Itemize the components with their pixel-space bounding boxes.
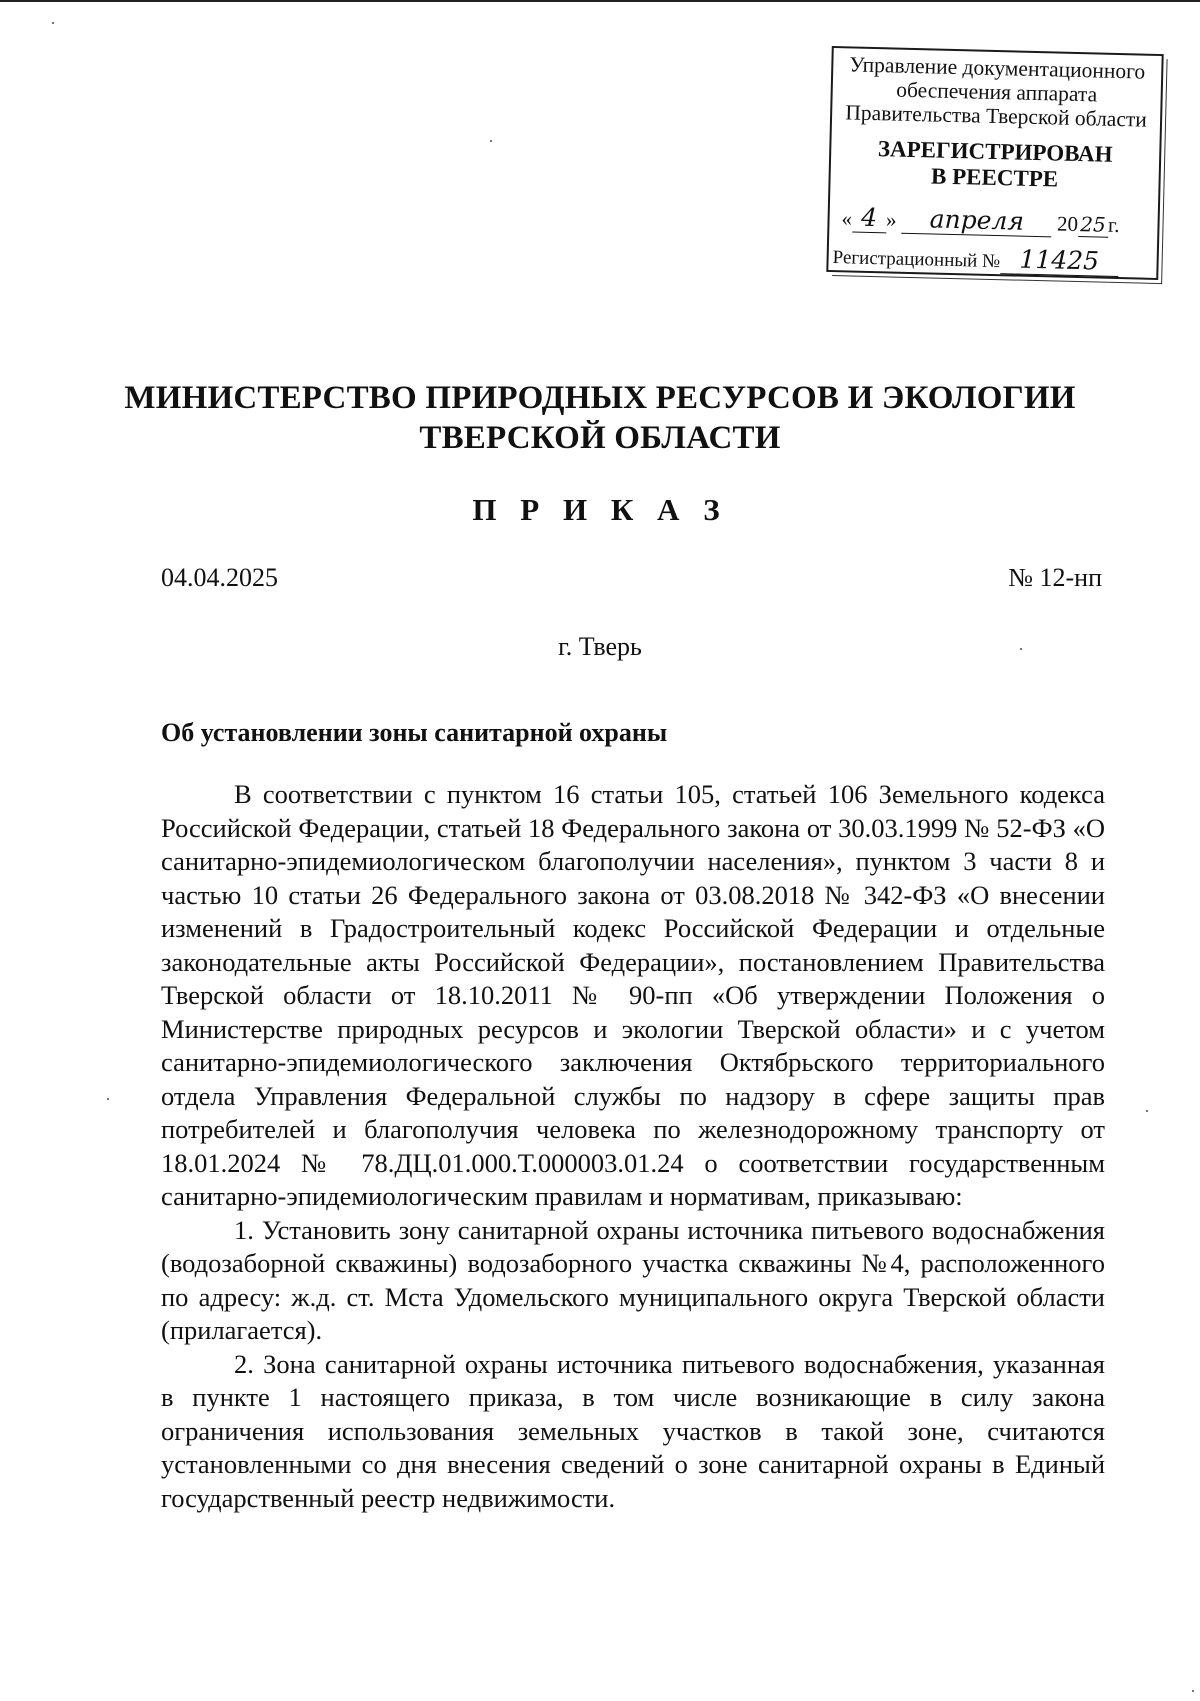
scan-speck xyxy=(107,1098,109,1100)
registration-stamp xyxy=(826,46,1163,280)
scan-speck xyxy=(1192,1690,1194,1692)
ministry-title xyxy=(0,378,1200,458)
order-date: 04.04.2025 xyxy=(161,563,278,592)
body-intro-paragraph: В соответствии с пунктом 16 статьи 105, статьей 106 Земельного кодекса Российской Федерации, статьей 18 Федерального закона от 30.03.1999 № 52-ФЗ «О санитарно-эпидемиологическом благополучии населения», пунктом 3 части 8 и частью 10 статьи 26 Федерального закона от 03.08.2018 № 342-ФЗ «О внесении изменений в Градостроительный кодекс Российской Федерации и отдельные законодательные акты Российской Федерации», постановлением Правительства Тверской области от 18.10.2011 № 90-пп «Об утверждении Положения о Министерстве природных ресурсов и экологии Тверской области» и с учетом санитарно-эпидемиологического заключения Октябрьского территориального отдела Управления Федеральной службы по надзору в сфере защиты прав потребителей и благополучия человека по железнодорожному транспорту от 18.01.2024 № 78.ДЦ.01.000.Т.000003.01.24 о соответствии государственным санитарно-эпидемиологическим правилам и нормативам, приказываю: xyxy=(161,779,1105,1211)
stamp-date-month: апреля xyxy=(901,204,1052,238)
stamp-registered-line1: ЗАРЕГИСТРИРОВАН xyxy=(877,136,1113,167)
order-body xyxy=(161,778,1105,1515)
scan-speck xyxy=(1146,1110,1148,1112)
scan-top-edge xyxy=(0,0,1200,2)
stamp-date-quote-close: » xyxy=(885,207,897,232)
stamp-date-year-letter: г. xyxy=(1107,212,1120,238)
stamp-org-line3: Правительства Тверской области xyxy=(845,100,1148,132)
stamp-reg-number: 11425 xyxy=(1000,244,1119,277)
order-number: № 12-нп xyxy=(1008,563,1102,592)
stamp-registered-line2: В РЕЕСТРЕ xyxy=(930,163,1059,192)
body-item-1: 1. Установить зону санитарной охраны источника питьевого водоснабжения (водозаборной скважины) водозаборного участка скважины №4, расположенного по адресу: ж.д. ст. Мста Удомельского муниципального округа Тверской области (прилагается). xyxy=(161,1214,1105,1345)
body-item-2: 2. Зона санитарной охраны источника питьевого водоснабжения, указанная в пункте 1 настоящего приказа, в том числе возникающие в силу закона ограничения использования земельных участков в такой зоне, считаются установленными со дня внесения сведений о зоне санитарной охраны в Единый государственный реестр недвижимости. xyxy=(161,1348,1105,1513)
document-type-title: П Р И К А З xyxy=(472,492,728,527)
ministry-title-line2: ТВЕРСКОЙ ОБЛАСТИ xyxy=(419,420,781,456)
stamp-org-line1: Управление документационного xyxy=(849,52,1146,84)
ministry-title-line1: МИНИСТЕРСТВО ПРИРОДНЫХ РЕСУРСОВ И ЭКОЛОГИИ xyxy=(124,380,1076,416)
order-city: г. Тверь xyxy=(558,632,642,661)
stamp-date-year-suffix: 25 xyxy=(1078,212,1109,238)
scan-speck xyxy=(52,22,54,24)
order-subject: Об установлении зоны санитарной охраны xyxy=(161,718,668,747)
stamp-date-year-prefix: 20 xyxy=(1056,211,1079,237)
scan-speck xyxy=(490,140,492,142)
stamp-reg-label: Регистрационный № xyxy=(832,247,1001,273)
stamp-date-quote-open: « xyxy=(841,206,853,231)
stamp-date-day: 4 xyxy=(852,203,887,234)
scan-speck xyxy=(1020,648,1022,650)
stamp-org-line2: обеспечения аппарата xyxy=(896,77,1098,107)
